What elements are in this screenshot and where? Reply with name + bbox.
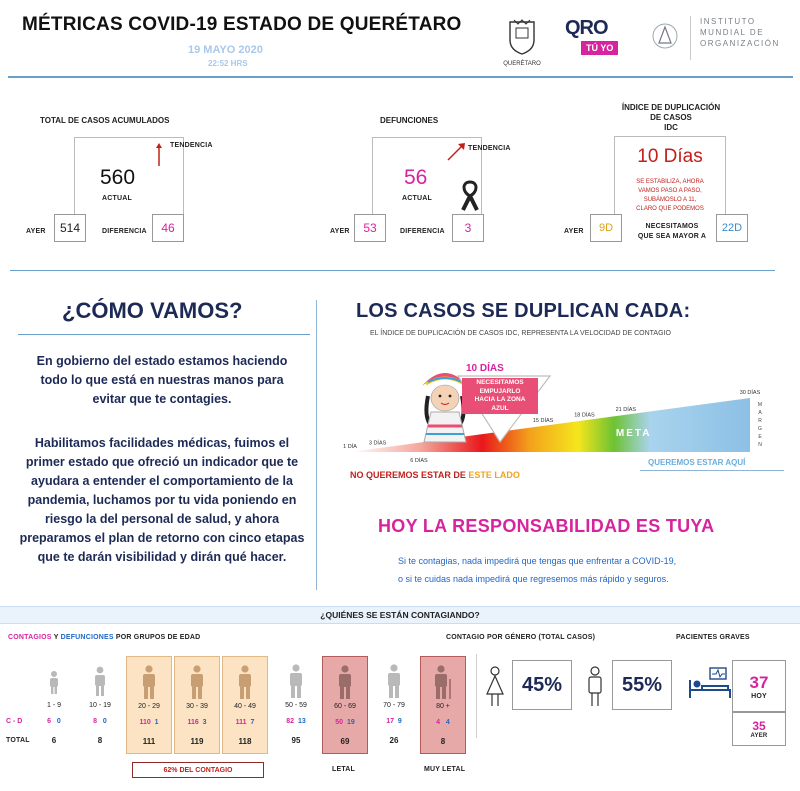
deaths-title: DEFUNCIONES [380, 116, 439, 125]
idc-value: 10 Días [637, 146, 703, 167]
duplication-tick-label: 21 DÍAS [615, 406, 637, 413]
cd-row-label: C - D [6, 718, 23, 725]
age-range-label: 50 - 59 [285, 702, 307, 709]
total-cases-actual-label: ACTUAL [102, 195, 132, 202]
header-divider [8, 76, 793, 78]
age-range-label: 20 - 29 [138, 703, 160, 710]
age-total-value: 118 [238, 737, 252, 746]
duplication-tick-label: 1 DÍA [343, 444, 357, 450]
age-range-label: 70 - 79 [383, 702, 405, 709]
duplication-title: LOS CASOS SE DUPLICAN CADA: [356, 300, 691, 322]
age-cd-values: 50 19 [335, 719, 355, 726]
age-group-80-plus [420, 656, 466, 754]
age-range-label: 30 - 39 [186, 703, 208, 710]
total-ayer-value: 514 [54, 214, 86, 242]
total-trend-label: TENDENCIA [170, 142, 213, 149]
institute-logo: INSTITUTO MUNDIAL DE ORGANIZACIÓN [650, 16, 790, 60]
duplication-tick-label: 15 DÍAS [532, 417, 554, 424]
total-row-label: TOTAL [6, 737, 30, 744]
graves-title: PACIENTES GRAVES [676, 634, 750, 641]
total-cases-title: TOTAL DE CASOS ACUMULADOS [40, 116, 170, 125]
male-percentage: 55% [612, 660, 672, 710]
total-dif-label: DIFERENCIA [102, 228, 147, 235]
age-range-label: 10 - 19 [89, 702, 111, 709]
total-cases-value: 560 [100, 166, 136, 189]
metrics-divider [10, 270, 775, 271]
deaths-ayer-value: 53 [354, 214, 386, 242]
margen-letter: N [758, 442, 762, 448]
idc-note: SE ESTABILIZA, AHORA VAMOS PASO A PASO, SUBÁMOSLO A 11, CLARO QUE PODEMOS [636, 179, 704, 212]
age-total-value: 119 [190, 737, 204, 746]
section-vertical-divider [316, 300, 317, 590]
duplication-tick-label: 18 DÍAS [574, 412, 595, 419]
age-cd-values: 82 13 [286, 718, 306, 725]
hospital-bed-icon [688, 666, 732, 702]
idc-ayer-label: AYER [564, 228, 584, 235]
contagion-share-box: 62% DEL CONTAGIO [132, 762, 264, 778]
total-dif-value: 46 [152, 214, 184, 242]
deaths-dif-label: DIFERENCIA [400, 228, 445, 235]
age-group-1-9 [34, 656, 74, 754]
duplication-tick-label: 3 DÍAS [368, 440, 387, 447]
adult-person-icon [141, 665, 157, 699]
who-title: ¿QUIÉNES SE ESTÁN CONTAGIANDO? [320, 610, 480, 620]
report-date: 19 MAYO 2020 [188, 44, 263, 56]
page-title: MÉTRICAS COVID-19 ESTADO DE QUERÉTARO [22, 14, 462, 35]
margen-letter: M [757, 402, 763, 408]
age-total-value: 8 [440, 737, 446, 746]
elder-with-cane-icon [433, 665, 453, 699]
age-group-30-39 [174, 656, 220, 754]
age-group-10-19 [80, 656, 120, 754]
age-cd-values: 17 9 [386, 718, 402, 725]
age-range-label: 60 - 69 [334, 703, 356, 710]
age-range-label: 1 - 9 [46, 702, 61, 709]
age-total-value: 69 [340, 737, 350, 746]
age-total-value: 8 [97, 736, 103, 745]
deaths-ayer-label: AYER [330, 228, 350, 235]
idc-ayer-value: 9D [590, 214, 622, 242]
graves-hoy-box: 37 HOY [732, 660, 786, 712]
elder-person-icon [386, 664, 402, 698]
age-cd-values: 6 0 [47, 718, 61, 725]
duplication-tick-label: 30 DÍAS [739, 390, 761, 396]
seal-caption: QUERÉTARO [503, 61, 541, 67]
male-icon [585, 666, 605, 708]
speech-bubble-text: NECESITAMOS EMPUJARLO HACIA LA ZONA AZUL [474, 379, 526, 412]
total-ayer-label: AYER [26, 228, 46, 235]
age-group-60-69 [322, 656, 368, 754]
responsibility-title: HOY LA RESPONSABILIDAD ES TUYA [378, 516, 715, 536]
age-total-value: 26 [389, 736, 399, 745]
adult-person-icon [189, 665, 205, 699]
age-group-70-79 [374, 656, 414, 754]
adult-person-icon [337, 665, 353, 699]
age-cd-values: 4 4 [436, 719, 450, 726]
como-vamos-underline [18, 334, 310, 335]
child-person-icon [48, 670, 60, 694]
deaths-value: 56 [404, 166, 428, 189]
idc-need-label: NECESITAMOS QUE SEA MAYOR A [637, 223, 707, 240]
idc-title: ÍNDICE DE DUPLICACIÓN DE CASOS IDC [621, 103, 721, 132]
age-group-50-59 [276, 656, 316, 754]
total-trend-up-icon [154, 142, 164, 168]
age-range-label: 80 + [436, 703, 450, 710]
age-total-value: 111 [142, 737, 156, 746]
report-time: 22:52 HRS [208, 59, 248, 68]
age-cd-values: 116 3 [187, 719, 207, 726]
teen-person-icon [93, 666, 107, 696]
current-idc-marker: 10 DÍAS [466, 363, 504, 374]
female-percentage: 45% [512, 660, 572, 710]
margen-letter: E [758, 434, 762, 440]
margen-letter: A [758, 410, 762, 416]
age-total-value: 6 [51, 736, 57, 745]
meta-label: META [615, 428, 652, 439]
age-group-20-29 [126, 656, 172, 754]
margen-letter: G [758, 426, 762, 432]
good-zone-underline [640, 470, 784, 471]
deaths-dif-value: 3 [452, 214, 484, 242]
idc-need-value: 22D [716, 214, 748, 242]
deaths-trend-label: TENDENCIA [468, 145, 511, 152]
deaths-trend-up-icon [444, 140, 468, 162]
como-vamos-paragraph-1: En gobierno del estado estamos haciendo todo lo que está en nuestras manos para evitar que te contagies. [36, 354, 288, 406]
deaths-actual-label: ACTUAL [402, 195, 432, 202]
duplication-subtitle: EL ÍNDICE DE DUPLICACIÓN DE CASOS IDC, REPRESENTA LA VELOCIDAD DE CONTAGIO [370, 330, 671, 337]
female-icon [484, 666, 506, 708]
age-legend: CONTAGIOS Y DEFUNCIONES POR GRUPOS DE EDAD [8, 634, 201, 641]
adult-person-icon [288, 664, 304, 698]
age-range-label: 40 - 49 [234, 703, 256, 710]
age-cd-values: 110 1 [139, 719, 159, 726]
mourning-ribbon-icon [460, 180, 480, 212]
muy-letal-label: MUY LETAL [424, 766, 466, 773]
adult-person-icon [237, 665, 253, 699]
institute-emblem-icon [650, 20, 680, 54]
queretaro-seal-logo [500, 18, 544, 67]
margen-label [758, 402, 762, 448]
age-cd-values: 8 0 [93, 718, 107, 725]
duplication-tick-label: 6 DÍAS [410, 458, 428, 464]
como-vamos-paragraph-2: Habilitamos facilidades médicas, fuimos el primer estado que ofreció un indicador que te ayudara a entender el comportamiento de la pandemia, luchamos por tu vida poniendo en riesgo la del personal de salud, y ahora preparamos el plan de retorno con cinco etapas que te darán visibilidad y dirán qué hacer. [19, 436, 305, 564]
good-zone-label: QUEREMOS ESTAR AQUÍ [648, 458, 746, 467]
como-vamos-title: ¿CÓMO VAMOS? [62, 298, 243, 323]
responsibility-line-2: o si te cuidas nada impedirá que regresemos más rápido y seguros. [398, 574, 669, 584]
gender-title: CONTAGIO POR GÉNERO (TOTAL CASOS) [446, 634, 596, 641]
gender-female-divider [476, 654, 477, 738]
graves-ayer-box: 35 AYER [732, 712, 786, 746]
margen-letter: R [758, 418, 762, 424]
qro-tu-yo-logo: QRO TÚ YO [565, 18, 625, 60]
age-cd-values: 111 7 [235, 719, 255, 726]
age-total-value: 95 [291, 736, 301, 745]
bad-zone-label: NO QUEREMOS ESTAR DE ESTE LADO [350, 470, 520, 480]
letal-label: LETAL [332, 766, 356, 773]
responsibility-line-1: Si te contagias, nada impedirá que tengas que enfrentar a COVID-19, [398, 556, 677, 566]
age-group-40-49 [222, 656, 268, 754]
